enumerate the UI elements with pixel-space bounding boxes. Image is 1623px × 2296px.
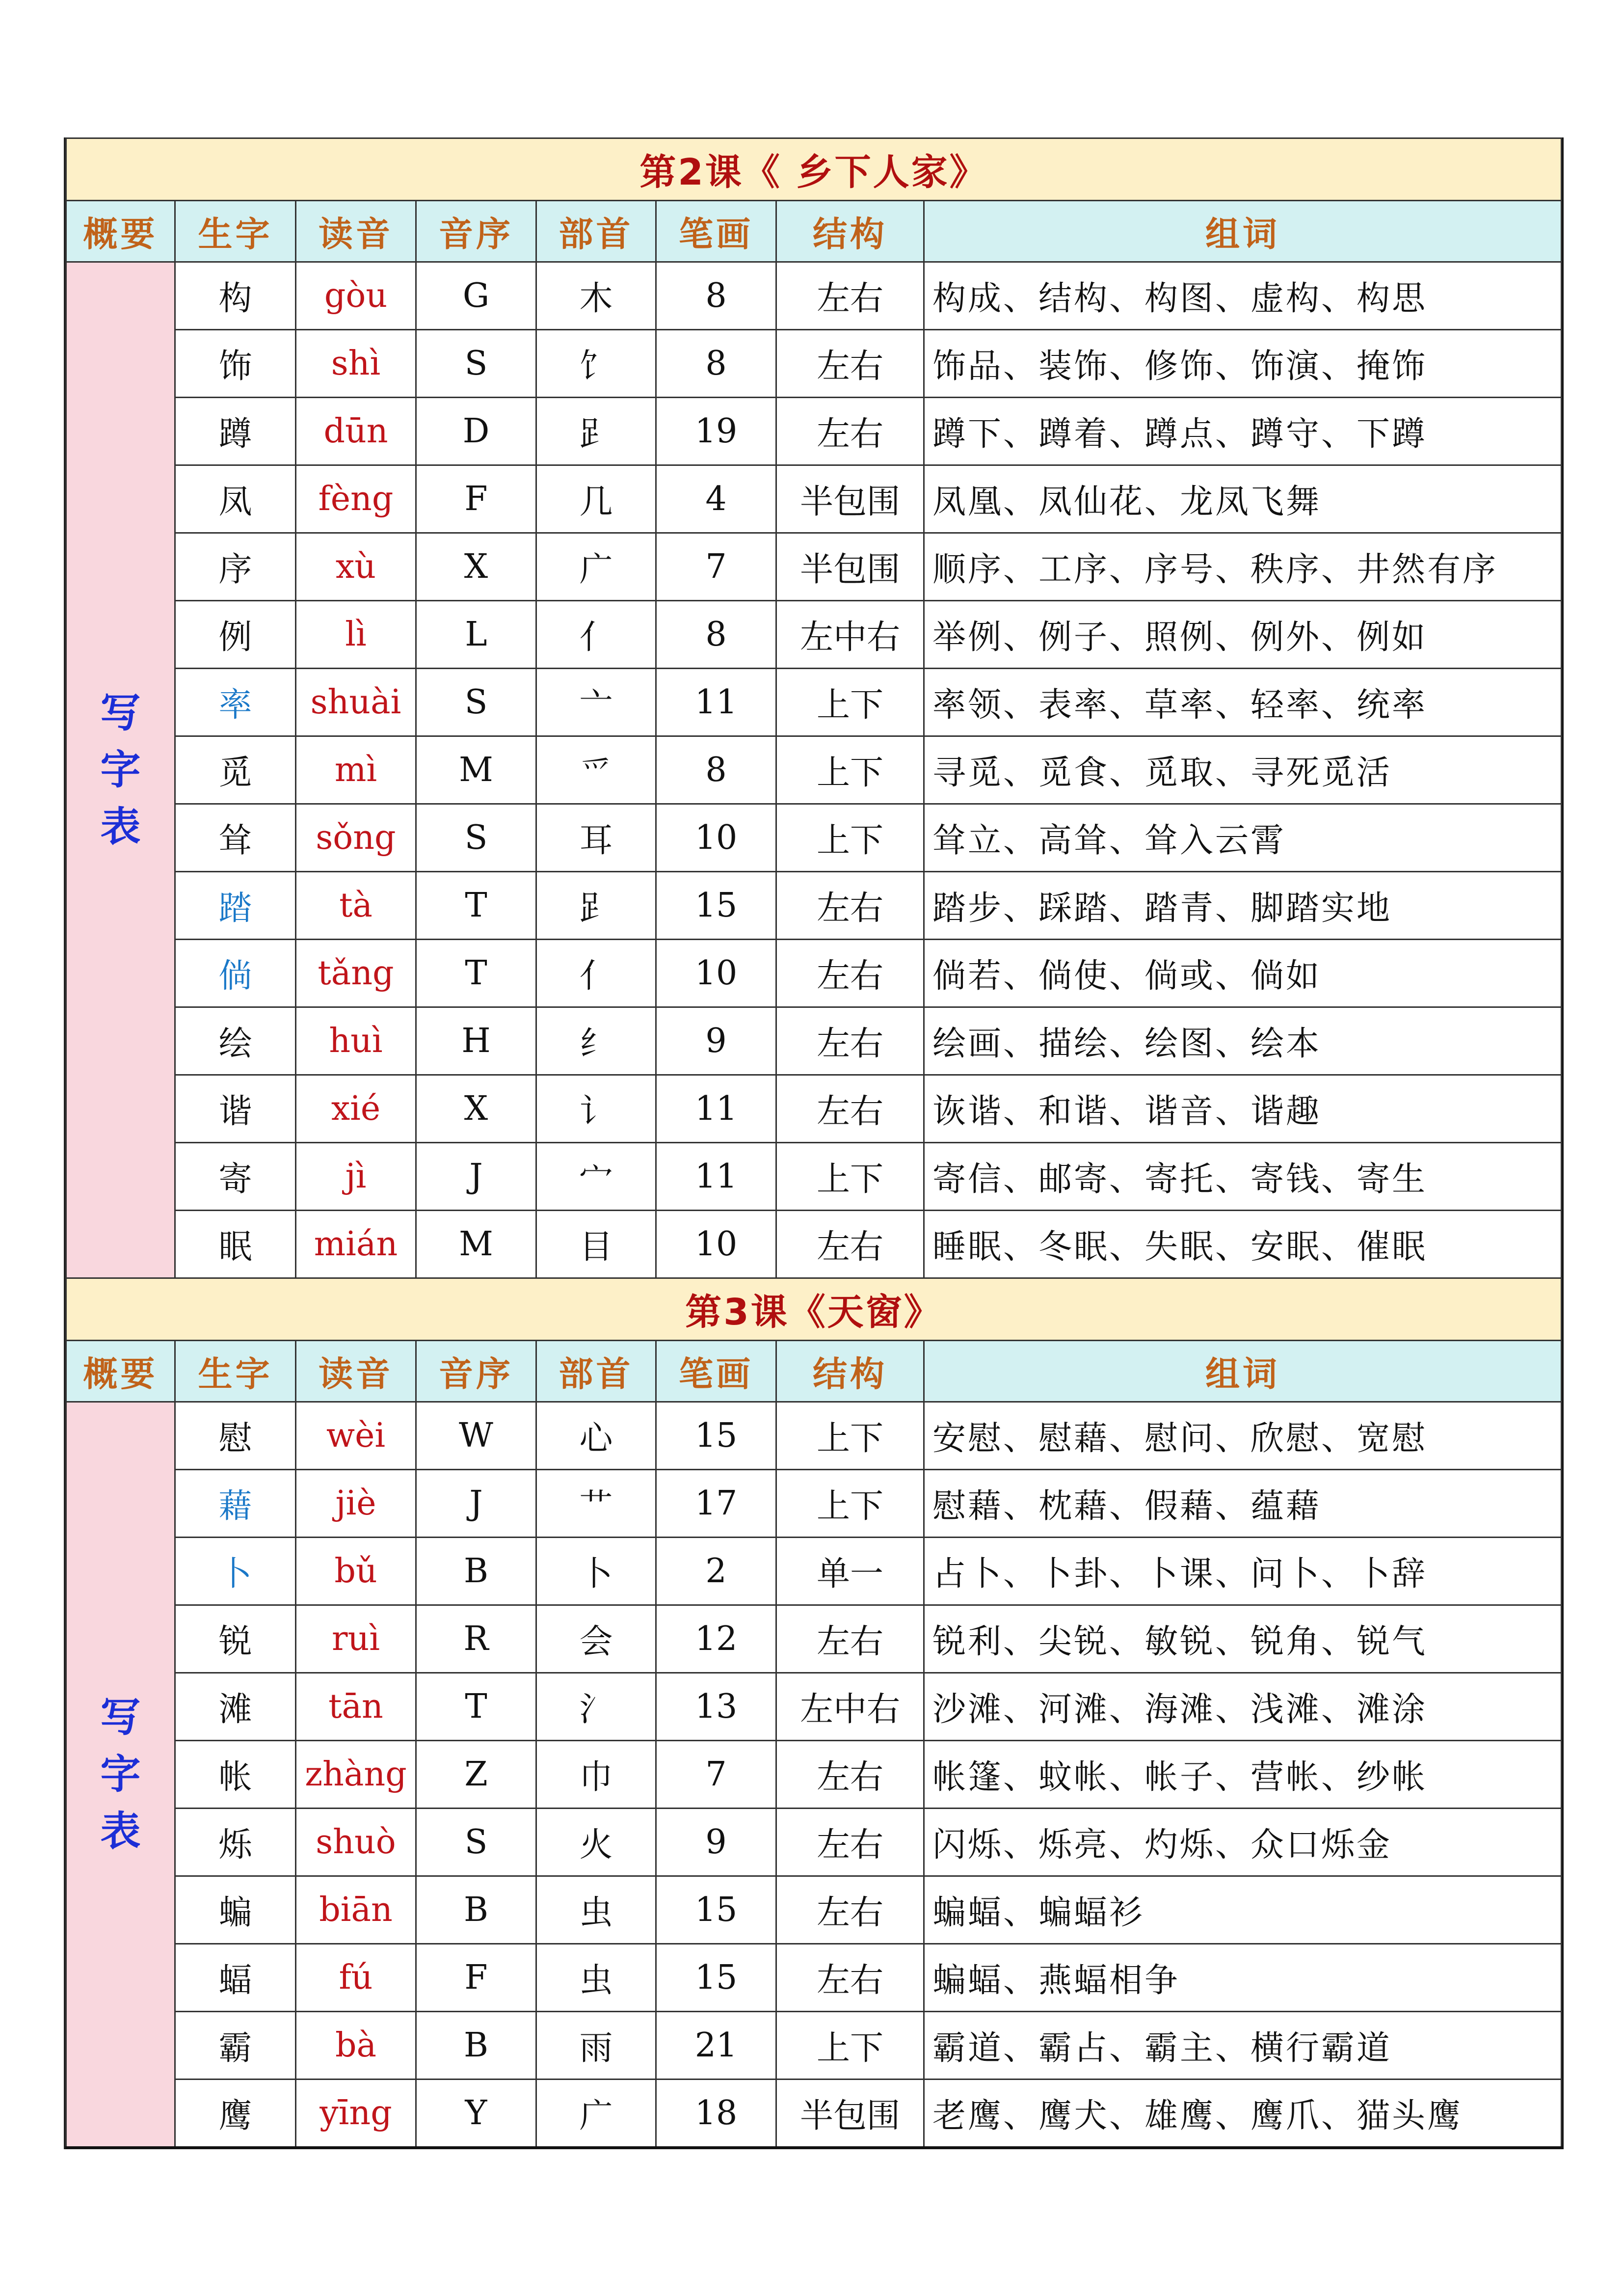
structure-cell: 左右 — [776, 1075, 924, 1143]
table-row — [66, 1538, 1562, 1605]
words-cell: 踏步、踩踏、踏青、脚踏实地 — [924, 872, 1562, 940]
table-row — [66, 872, 1562, 940]
table-row — [66, 1007, 1562, 1075]
column-header: 概要 — [66, 201, 175, 262]
words-cell: 霸道、霸占、霸主、横行霸道 — [924, 2012, 1562, 2080]
radical-cell: 饣 — [536, 330, 656, 398]
column-header: 生字 — [175, 1341, 296, 1402]
strokes-cell: 12 — [656, 1605, 776, 1673]
strokes-cell: 10 — [656, 1211, 776, 1278]
pinyin-cell: zhàng — [296, 1741, 416, 1809]
structure-cell: 上下 — [776, 2012, 924, 2080]
table-row — [66, 262, 1562, 330]
pinyin-cell: sǒng — [296, 804, 416, 872]
column-header: 结构 — [776, 1341, 924, 1402]
strokes-cell: 7 — [656, 533, 776, 601]
lesson-title: 第3课《天窗》 — [66, 1278, 1562, 1341]
initial-cell: S — [416, 330, 536, 398]
radical-cell: 讠 — [536, 1075, 656, 1143]
radical-cell: 几 — [536, 465, 656, 533]
pinyin-cell: tà — [296, 872, 416, 940]
initial-cell: J — [416, 1470, 536, 1538]
strokes-cell: 10 — [656, 940, 776, 1007]
column-header: 组词 — [924, 201, 1562, 262]
column-header: 生字 — [175, 201, 296, 262]
structure-cell: 半包围 — [776, 465, 924, 533]
words-cell: 帐篷、蚊帐、帐子、营帐、纱帐 — [924, 1741, 1562, 1809]
char-cell: 锐 — [175, 1605, 296, 1673]
structure-cell: 上下 — [776, 669, 924, 736]
column-header: 笔画 — [656, 1341, 776, 1402]
initial-cell: W — [416, 1402, 536, 1470]
words-cell: 占卜、卜卦、卜课、问卜、卜辞 — [924, 1538, 1562, 1605]
structure-cell: 半包围 — [776, 533, 924, 601]
table-row — [66, 1605, 1562, 1673]
summary-cell — [66, 1402, 175, 2148]
pinyin-cell: tān — [296, 1673, 416, 1741]
char-cell: 谐 — [175, 1075, 296, 1143]
words-cell: 蹲下、蹲着、蹲点、蹲守、下蹲 — [924, 398, 1562, 465]
pinyin-cell: jì — [296, 1143, 416, 1211]
table-row — [66, 1876, 1562, 1944]
strokes-cell: 18 — [656, 2080, 776, 2148]
structure-cell: 左右 — [776, 398, 924, 465]
table-row — [66, 669, 1562, 736]
initial-cell: X — [416, 1075, 536, 1143]
char-cell: 鹰 — [175, 2080, 296, 2148]
initial-cell: S — [416, 669, 536, 736]
radical-cell: 虫 — [536, 1876, 656, 1944]
table-row — [66, 533, 1562, 601]
radical-cell: 广 — [536, 533, 656, 601]
column-header: 概要 — [66, 1341, 175, 1402]
strokes-cell: 7 — [656, 1741, 776, 1809]
initial-cell: B — [416, 2012, 536, 2080]
radical-cell: 会 — [536, 1605, 656, 1673]
pinyin-cell: xié — [296, 1075, 416, 1143]
radical-cell: 广 — [536, 2080, 656, 2148]
strokes-cell: 9 — [656, 1007, 776, 1075]
char-cell: 霸 — [175, 2012, 296, 2080]
radical-cell: 目 — [536, 1211, 656, 1278]
radical-cell: 亻 — [536, 940, 656, 1007]
initial-cell: Z — [416, 1741, 536, 1809]
initial-cell: S — [416, 1809, 536, 1876]
words-cell: 沙滩、河滩、海滩、浅滩、滩涂 — [924, 1673, 1562, 1741]
strokes-cell: 11 — [656, 1075, 776, 1143]
strokes-cell: 19 — [656, 398, 776, 465]
pinyin-cell: shuài — [296, 669, 416, 736]
words-cell: 凤凰、凤仙花、龙凤飞舞 — [924, 465, 1562, 533]
pinyin-cell: wèi — [296, 1402, 416, 1470]
strokes-cell: 17 — [656, 1470, 776, 1538]
table-row — [66, 1673, 1562, 1741]
lesson-title-row — [66, 1278, 1562, 1341]
structure-cell: 左右 — [776, 1007, 924, 1075]
strokes-cell: 8 — [656, 601, 776, 669]
char-cell: 构 — [175, 262, 296, 330]
char-cell: 寄 — [175, 1143, 296, 1211]
initial-cell: T — [416, 940, 536, 1007]
structure-cell: 左右 — [776, 1809, 924, 1876]
char-cell: 卜 — [175, 1538, 296, 1605]
column-header-row — [66, 201, 1562, 262]
pinyin-cell: fèng — [296, 465, 416, 533]
column-header-row — [66, 1341, 1562, 1402]
strokes-cell: 10 — [656, 804, 776, 872]
radical-cell: 亻 — [536, 601, 656, 669]
radical-cell: 氵 — [536, 1673, 656, 1741]
table-row — [66, 2080, 1562, 2148]
structure-cell: 左右 — [776, 1944, 924, 2012]
radical-cell: 雨 — [536, 2012, 656, 2080]
pinyin-cell: xù — [296, 533, 416, 601]
strokes-cell: 21 — [656, 2012, 776, 2080]
char-cell: 觅 — [175, 736, 296, 804]
words-cell: 安慰、慰藉、慰问、欣慰、宽慰 — [924, 1402, 1562, 1470]
char-cell: 凤 — [175, 465, 296, 533]
radical-cell: 耳 — [536, 804, 656, 872]
strokes-cell: 11 — [656, 1143, 776, 1211]
table-row — [66, 601, 1562, 669]
column-header: 部首 — [536, 1341, 656, 1402]
strokes-cell: 8 — [656, 262, 776, 330]
radical-cell: 𧾷 — [536, 398, 656, 465]
char-cell: 倘 — [175, 940, 296, 1007]
pinyin-cell: lì — [296, 601, 416, 669]
char-cell: 踏 — [175, 872, 296, 940]
summary-label: 写字表 — [100, 1694, 141, 1855]
structure-cell: 左右 — [776, 1605, 924, 1673]
strokes-cell: 9 — [656, 1809, 776, 1876]
initial-cell: M — [416, 736, 536, 804]
column-header: 组词 — [924, 1341, 1562, 1402]
words-cell: 蝙蝠、燕蝠相争 — [924, 1944, 1562, 2012]
table-row — [66, 1402, 1562, 1470]
table-row — [66, 940, 1562, 1007]
char-cell: 眠 — [175, 1211, 296, 1278]
structure-cell: 半包围 — [776, 2080, 924, 2148]
structure-cell: 单一 — [776, 1538, 924, 1605]
table-row — [66, 465, 1562, 533]
strokes-cell: 11 — [656, 669, 776, 736]
radical-cell: 卜 — [536, 1538, 656, 1605]
radical-cell: 宀 — [536, 1143, 656, 1211]
initial-cell: F — [416, 465, 536, 533]
radical-cell: 木 — [536, 262, 656, 330]
words-cell: 顺序、工序、序号、秩序、井然有序 — [924, 533, 1562, 601]
words-cell: 寄信、邮寄、寄托、寄钱、寄生 — [924, 1143, 1562, 1211]
words-cell: 闪烁、烁亮、灼烁、众口烁金 — [924, 1809, 1562, 1876]
char-cell: 蹲 — [175, 398, 296, 465]
char-cell: 藉 — [175, 1470, 296, 1538]
table-row — [66, 1143, 1562, 1211]
structure-cell: 上下 — [776, 1143, 924, 1211]
pinyin-cell: yīng — [296, 2080, 416, 2148]
pinyin-cell: fú — [296, 1944, 416, 2012]
pinyin-cell: bǔ — [296, 1538, 416, 1605]
initial-cell: Y — [416, 2080, 536, 2148]
structure-cell: 左右 — [776, 330, 924, 398]
pinyin-cell: mián — [296, 1211, 416, 1278]
pinyin-cell: gòu — [296, 262, 416, 330]
char-cell: 蝙 — [175, 1876, 296, 1944]
pinyin-cell: huì — [296, 1007, 416, 1075]
char-cell: 耸 — [175, 804, 296, 872]
words-cell: 睡眠、冬眠、失眠、安眠、催眠 — [924, 1211, 1562, 1278]
table-row — [66, 1470, 1562, 1538]
char-cell: 慰 — [175, 1402, 296, 1470]
initial-cell: S — [416, 804, 536, 872]
structure-cell: 左中右 — [776, 1673, 924, 1741]
radical-cell: 心 — [536, 1402, 656, 1470]
words-cell: 耸立、高耸、耸入云霄 — [924, 804, 1562, 872]
char-cell: 烁 — [175, 1809, 296, 1876]
strokes-cell: 15 — [656, 1402, 776, 1470]
vocabulary-sheet — [64, 137, 1564, 2149]
structure-cell: 左右 — [776, 1741, 924, 1809]
initial-cell: B — [416, 1876, 536, 1944]
structure-cell: 上下 — [776, 1402, 924, 1470]
char-cell: 绘 — [175, 1007, 296, 1075]
strokes-cell: 8 — [656, 736, 776, 804]
radical-cell: 爫 — [536, 736, 656, 804]
pinyin-cell: jiè — [296, 1470, 416, 1538]
radical-cell: 𧾷 — [536, 872, 656, 940]
char-cell: 饰 — [175, 330, 296, 398]
structure-cell: 左右 — [776, 1876, 924, 1944]
strokes-cell: 4 — [656, 465, 776, 533]
pinyin-cell: bà — [296, 2012, 416, 2080]
initial-cell: B — [416, 1538, 536, 1605]
char-cell: 例 — [175, 601, 296, 669]
words-cell: 举例、例子、照例、例外、例如 — [924, 601, 1562, 669]
column-header: 结构 — [776, 201, 924, 262]
radical-cell: 亠 — [536, 669, 656, 736]
structure-cell: 上下 — [776, 736, 924, 804]
words-cell: 诙谐、和谐、谐音、谐趣 — [924, 1075, 1562, 1143]
summary-label: 写字表 — [100, 689, 141, 850]
column-header: 音序 — [416, 1341, 536, 1402]
strokes-cell: 2 — [656, 1538, 776, 1605]
summary-cell — [66, 262, 175, 1278]
initial-cell: X — [416, 533, 536, 601]
char-cell: 序 — [175, 533, 296, 601]
structure-cell: 左右 — [776, 262, 924, 330]
table-row — [66, 398, 1562, 465]
column-header: 读音 — [296, 201, 416, 262]
table-row — [66, 330, 1562, 398]
initial-cell: T — [416, 872, 536, 940]
initial-cell: J — [416, 1143, 536, 1211]
words-cell: 率领、表率、草率、轻率、统率 — [924, 669, 1562, 736]
char-cell: 蝠 — [175, 1944, 296, 2012]
column-header: 读音 — [296, 1341, 416, 1402]
radical-cell: 巾 — [536, 1741, 656, 1809]
initial-cell: T — [416, 1673, 536, 1741]
initial-cell: G — [416, 262, 536, 330]
char-cell: 帐 — [175, 1741, 296, 1809]
column-header: 笔画 — [656, 201, 776, 262]
words-cell: 绘画、描绘、绘图、绘本 — [924, 1007, 1562, 1075]
table-row — [66, 1809, 1562, 1876]
radical-cell: 火 — [536, 1809, 656, 1876]
structure-cell: 左中右 — [776, 601, 924, 669]
radical-cell: 虫 — [536, 1944, 656, 2012]
initial-cell: L — [416, 601, 536, 669]
initial-cell: H — [416, 1007, 536, 1075]
lesson-title: 第2课《 乡下人家》 — [66, 138, 1562, 201]
table-row — [66, 1944, 1562, 2012]
structure-cell: 左右 — [776, 1211, 924, 1278]
table-row — [66, 736, 1562, 804]
lesson-title-row — [66, 138, 1562, 201]
pinyin-cell: shuò — [296, 1809, 416, 1876]
strokes-cell: 15 — [656, 1944, 776, 2012]
column-header: 音序 — [416, 201, 536, 262]
structure-cell: 左右 — [776, 872, 924, 940]
radical-cell: 艹 — [536, 1470, 656, 1538]
words-cell: 慰藉、枕藉、假藉、蕴藉 — [924, 1470, 1562, 1538]
pinyin-cell: tǎng — [296, 940, 416, 1007]
strokes-cell: 15 — [656, 872, 776, 940]
pinyin-cell: shì — [296, 330, 416, 398]
table-row — [66, 2012, 1562, 2080]
radical-cell: 纟 — [536, 1007, 656, 1075]
initial-cell: M — [416, 1211, 536, 1278]
char-cell: 率 — [175, 669, 296, 736]
structure-cell: 上下 — [776, 1470, 924, 1538]
table-row — [66, 1211, 1562, 1278]
table-row — [66, 1741, 1562, 1809]
initial-cell: F — [416, 1944, 536, 2012]
structure-cell: 左右 — [776, 940, 924, 1007]
strokes-cell: 13 — [656, 1673, 776, 1741]
words-cell: 倘若、倘使、倘或、倘如 — [924, 940, 1562, 1007]
initial-cell: D — [416, 398, 536, 465]
table-row — [66, 1075, 1562, 1143]
column-header: 部首 — [536, 201, 656, 262]
words-cell: 老鹰、鹰犬、雄鹰、鹰爪、猫头鹰 — [924, 2080, 1562, 2148]
pinyin-cell: ruì — [296, 1605, 416, 1673]
words-cell: 蝙蝠、蝙蝠衫 — [924, 1876, 1562, 1944]
strokes-cell: 15 — [656, 1876, 776, 1944]
words-cell: 饰品、装饰、修饰、饰演、掩饰 — [924, 330, 1562, 398]
pinyin-cell: dūn — [296, 398, 416, 465]
initial-cell: R — [416, 1605, 536, 1673]
pinyin-cell: mì — [296, 736, 416, 804]
strokes-cell: 8 — [656, 330, 776, 398]
words-cell: 寻觅、觅食、觅取、寻死觅活 — [924, 736, 1562, 804]
pinyin-cell: biān — [296, 1876, 416, 1944]
words-cell: 锐利、尖锐、敏锐、锐角、锐气 — [924, 1605, 1562, 1673]
structure-cell: 上下 — [776, 804, 924, 872]
char-cell: 滩 — [175, 1673, 296, 1741]
words-cell: 构成、结构、构图、虚构、构思 — [924, 262, 1562, 330]
table-row — [66, 804, 1562, 872]
vocabulary-table — [65, 137, 1562, 2149]
